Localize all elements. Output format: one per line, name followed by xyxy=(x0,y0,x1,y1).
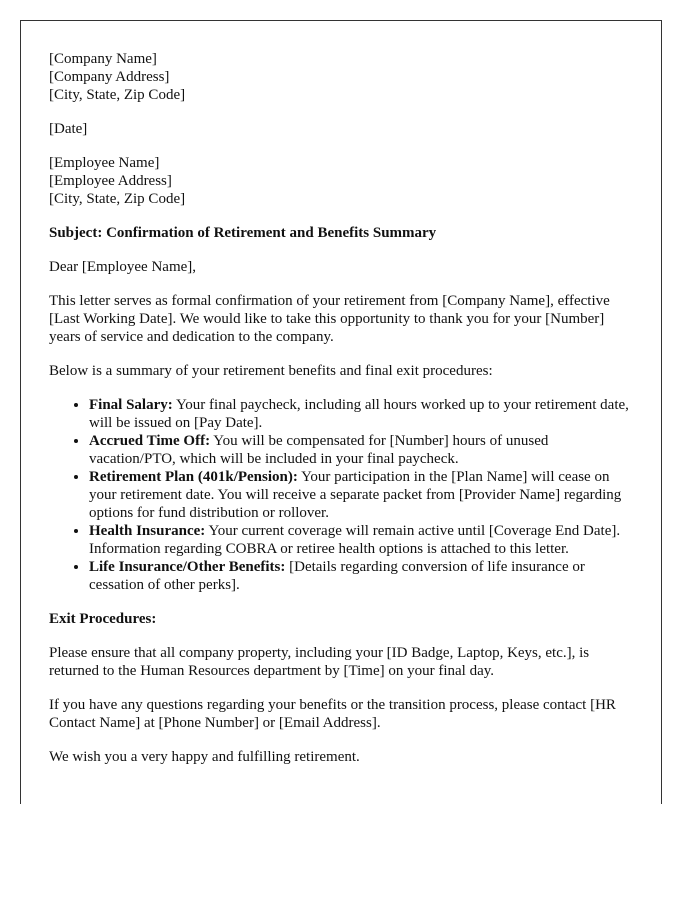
benefit-item xyxy=(89,522,634,558)
closing-wish: We wish you a very happy and fulfilling retirement. xyxy=(49,749,360,765)
sender-company-address: [Company Address] xyxy=(49,69,170,85)
benefit-text: Your final paycheck, including all hours worked up to your retirement date, will be issued on [Pay Date]. xyxy=(89,397,629,431)
benefit-label: Life Insurance/Other Benefits: xyxy=(89,559,286,575)
intro-paragraph: This letter serves as formal confirmation of your retirement from [Company Name], effective [Last Working Date]. We would like to take this opportunity to thank you for your [Number] years of service and dedication to the company. xyxy=(49,293,610,345)
recipient-address xyxy=(49,154,634,208)
recipient-name: [Employee Name] xyxy=(49,155,160,171)
recipient-city-state-zip: [City, State, Zip Code] xyxy=(49,191,186,207)
exit-procedures-heading: Exit Procedures: xyxy=(49,611,157,627)
benefit-text: Your participation in the [Plan Name] will cease on your retirement date. You will receive a separate packet from [Provider Name] regarding options for fund distribution or rollover. xyxy=(89,469,622,521)
benefit-label: Health Insurance: xyxy=(89,523,206,539)
exit-procedures-text: Please ensure that all company property, including your [ID Badge, Laptop, Keys, etc.], is returned to the Human Resources department by [Time] on your final day. xyxy=(49,645,590,679)
benefit-item xyxy=(89,558,634,594)
benefit-item xyxy=(89,432,634,468)
benefit-label: Final Salary: xyxy=(89,397,173,413)
benefit-label: Accrued Time Off: xyxy=(89,433,211,449)
benefits-list xyxy=(49,396,634,594)
benefit-text: [Details regarding conversion of life insurance or cessation of other perks]. xyxy=(89,559,585,593)
sender-address xyxy=(49,50,634,104)
letter-page xyxy=(20,20,662,804)
sender-city-state-zip: [City, State, Zip Code] xyxy=(49,87,186,103)
benefit-label: Retirement Plan (401k/Pension): xyxy=(89,469,298,485)
salutation: Dear [Employee Name], xyxy=(49,259,197,275)
contact-paragraph: If you have any questions regarding your benefits or the transition process, please contact [HR Contact Name] at [Phone Number] or [Email Address]. xyxy=(49,697,616,731)
benefit-item xyxy=(89,468,634,522)
benefit-text: You will be compensated for [Number] hours of unused vacation/PTO, which will be included in your final paycheck. xyxy=(89,433,549,467)
benefit-item xyxy=(89,396,634,432)
subject-line: Subject: Confirmation of Retirement and Benefits Summary xyxy=(49,225,437,241)
recipient-address-line: [Employee Address] xyxy=(49,173,172,189)
sender-company-name: [Company Name] xyxy=(49,51,157,67)
benefit-text: Your current coverage will remain active until [Coverage End Date]. Information regarding COBRA or retiree health options is attached to this letter. xyxy=(89,523,621,557)
summary-intro: Below is a summary of your retirement benefits and final exit procedures: xyxy=(49,363,493,379)
letter-date: [Date] xyxy=(49,121,88,137)
